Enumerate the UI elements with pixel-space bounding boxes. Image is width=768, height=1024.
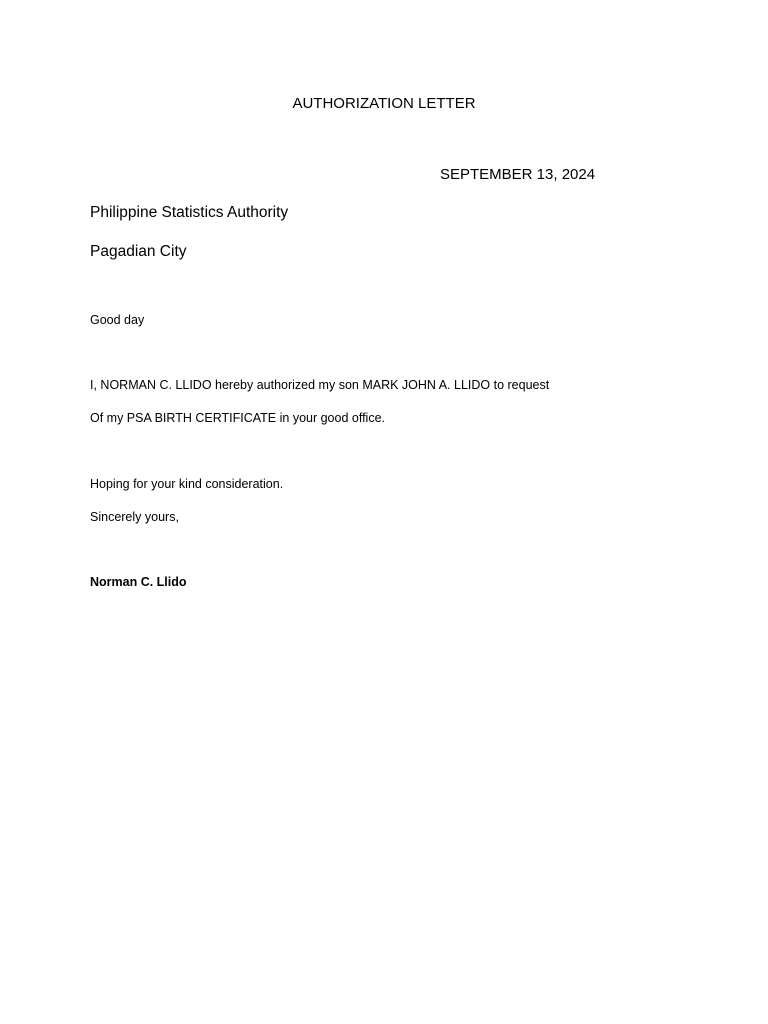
recipient-city: Pagadian City [90, 243, 187, 260]
signature-name: Norman C. Llido [90, 575, 187, 589]
letter-title: AUTHORIZATION LETTER [292, 95, 476, 112]
body-line-2: Of my PSA BIRTH CERTIFICATE in your good office. [90, 411, 386, 425]
recipient-organization: Philippine Statistics Authority [90, 204, 289, 221]
body-line-1: I, NORMAN C. LLIDO hereby authorized my son MARK JOHN A. LLIDO to request [90, 378, 550, 392]
greeting: Good day [90, 313, 145, 327]
letter-date: SEPTEMBER 13, 2024 [440, 166, 596, 183]
closing: Sincerely yours, [90, 510, 179, 524]
closing-note: Hoping for your kind consideration. [90, 477, 284, 491]
